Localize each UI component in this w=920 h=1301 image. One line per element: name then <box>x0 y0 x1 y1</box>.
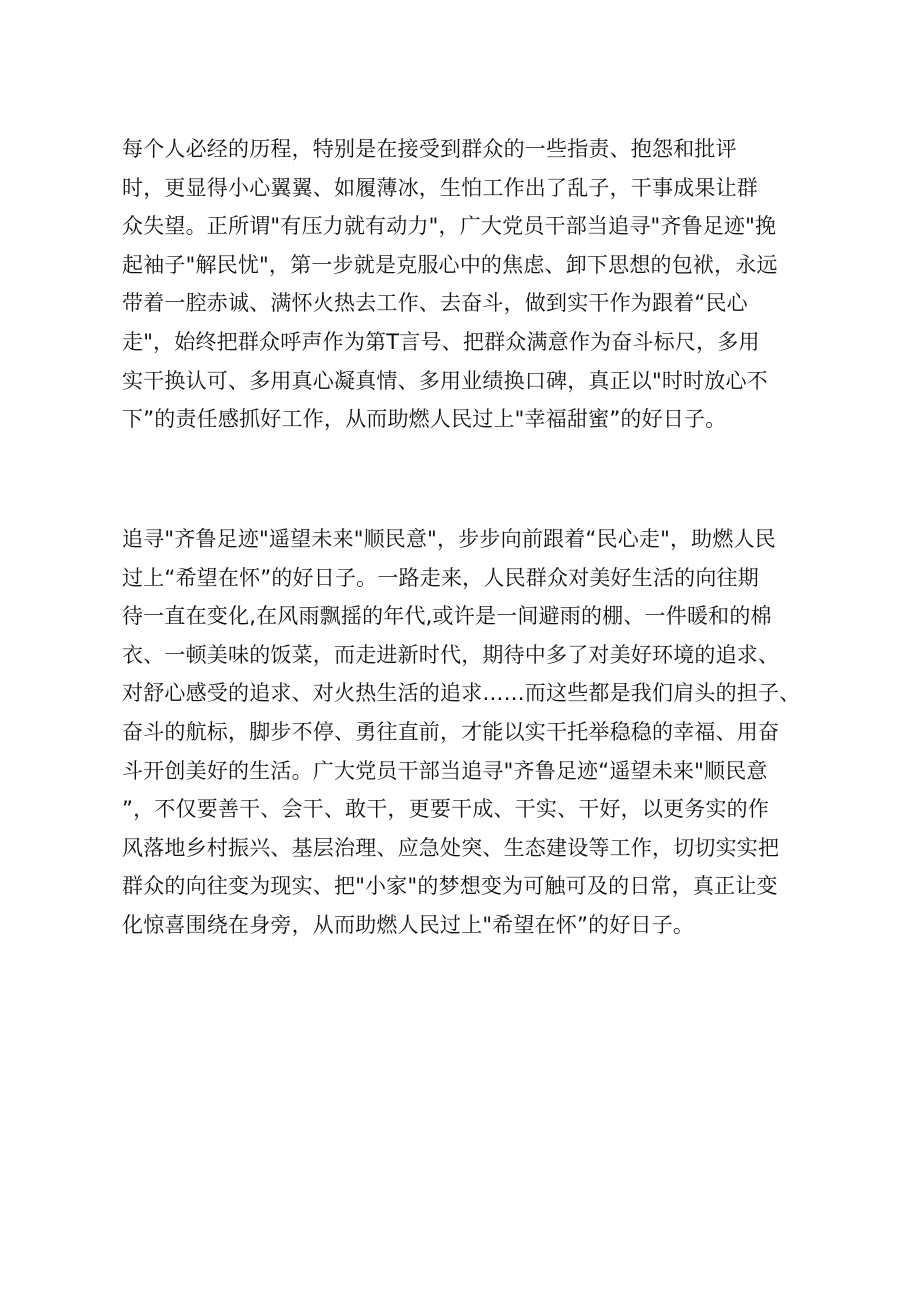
text-line: 每个人必经的历程，特别是在接受到群众的一些指责、抱怨和批评 <box>122 137 737 161</box>
text-line: 化惊喜围绕在身旁，从而助燃人民过上"希望在怀”的好日子。 <box>122 912 695 937</box>
text-line: 群众的向往变为现实、把"小家"的梦想变为可触可及的日常，真正让变 <box>122 874 778 899</box>
text-line: 带着一腔赤诚、满怀火热去工作、去奋斗，做到实干作为跟着“民心 <box>122 291 748 316</box>
text-line: 奋斗的航标，脚步不停、勇往直前，才能以实干托举稳稳的幸福、用奋 <box>122 719 780 744</box>
paragraph <box>122 520 802 945</box>
text-line: 待一直在变化,在风雨飘摇的年代,或许是一间避雨的棚、一件暖和的棉 <box>122 604 772 629</box>
text-line: 衣、一顿美味的饭菜，而走进新时代，期待中多了对美好环境的追求、 <box>122 642 780 667</box>
text-line: 走"，始终把群众呼声作为第T言号、把群众满意作为奋斗标尺，多用 <box>122 329 760 354</box>
text-line: 对舒心感受的追求、对火热生活的追求……而这些都是我们肩头的担子、 <box>122 681 801 706</box>
text-line: 风落地乡村振兴、基层治理、应急处突、生态建设等工作，切切实实把 <box>122 835 780 860</box>
text-line: 过上“希望在怀”的好日子。一路走来，人民群众对美好生活的向往期 <box>122 565 759 590</box>
text-line: 下”的责任感抓好工作，从而助燃人民过上"幸福甜蜜”的好日子。 <box>122 407 727 432</box>
text-line: 实干换认可、多用真心凝真情、多用业绩换口碑，真正以"时时放心不 <box>122 368 768 393</box>
text-line: 众失望。正所谓"有压力就有动力"，广大党员干部当追寻"齐鲁足迹"挽 <box>122 214 777 239</box>
text-line: ”，不仅要善干、会干、敢干，更要干成、干实、干好，以更务实的作 <box>122 797 770 822</box>
text-line: 斗开创美好的生活。广大党员干部当追寻"齐鲁足迹“遥望未来"顺民意 <box>122 758 768 783</box>
text-line: 起袖子"解民忧"，第一步就是克服心中的焦虑、卸下思想的包袱，永远 <box>122 252 778 277</box>
paragraph <box>122 130 802 439</box>
text-line: 时，更显得小心翼翼、如履薄冰，生怕工作出了乱子，干事成果让群 <box>122 175 758 200</box>
text-line: 追寻"齐鲁足迹"遥望未来"顺民意"，步步向前跟着“民心走"，助燃人民 <box>122 527 776 551</box>
